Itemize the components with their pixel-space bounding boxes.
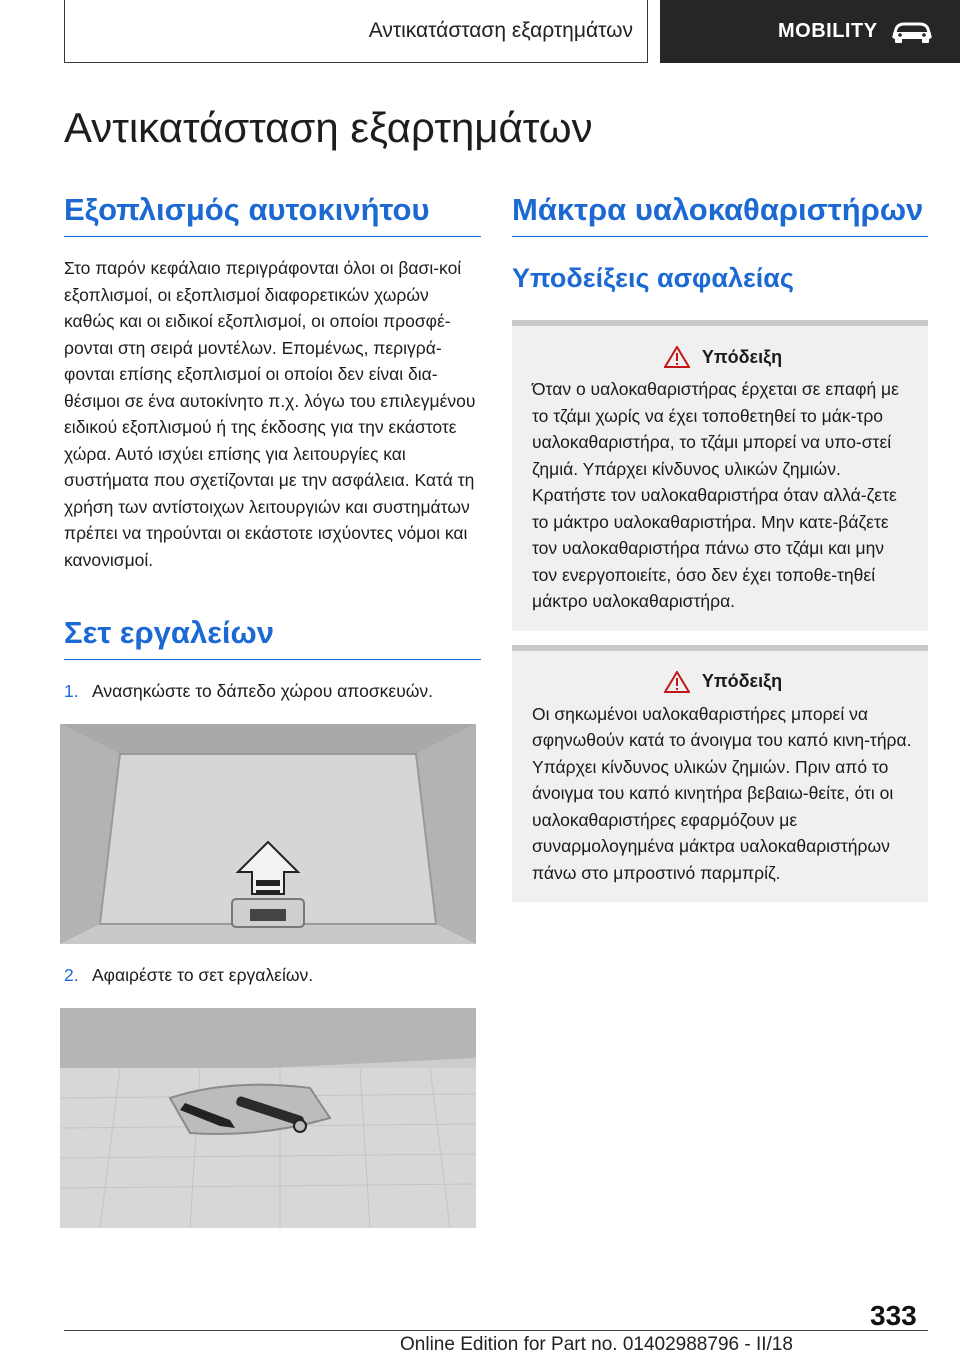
chapter-header bbox=[64, 0, 648, 63]
step-text: Ανασηκώστε το δάπεδο χώρου αποσκευών. bbox=[92, 681, 434, 701]
edition-text: Online Edition for Part no. 01402988796 - II/18 bbox=[400, 1334, 793, 1355]
wipers-heading: Μάκτρα υαλοκαθαριστήρων bbox=[512, 190, 928, 237]
page-number: 333 bbox=[870, 1300, 917, 1331]
step-text: Αφαιρέστε το σετ εργαλείων. bbox=[92, 965, 314, 985]
toolkit-steps bbox=[64, 678, 481, 704]
car-icon bbox=[890, 20, 934, 44]
toolkit-image bbox=[60, 1008, 476, 1228]
left-column bbox=[64, 190, 481, 1228]
step-item bbox=[64, 962, 481, 988]
footer-divider bbox=[64, 1330, 928, 1331]
step-number: 2. bbox=[64, 965, 79, 985]
right-column bbox=[512, 190, 928, 902]
notice-text: Όταν ο υαλοκαθαριστήρας έρχεται σε επαφή με το τζάμι χωρίς να έχει τοποθετηθεί το μάκ‐τρο υαλοκαθαριστήρα, το τζάμι μπορεί να υπο‐στεί ζημιά. Υπάρχει κίνδυνος υλικών ζημιών. Κρατήστε τον υαλοκαθαριστήρα όταν αλλά‐ζετε το μάκτρο υαλοκαθαριστήρα. Μην κατε‐βάζετε τον υαλοκαθαριστήρα πάνω στο τζάμι και μην τον ενεργοποιείτε, όσο δεν έχει τοποθε‐τηθεί μάκτρο υαλοκαθαριστήρα. bbox=[532, 379, 899, 611]
chapter-title: Αντικατάσταση εξαρτημάτων bbox=[368, 19, 633, 42]
toolkit-illustration bbox=[60, 1008, 476, 1228]
page-title: Αντικατάσταση εξαρτημάτων bbox=[64, 104, 593, 151]
notice-box bbox=[512, 320, 928, 631]
notice-box bbox=[512, 645, 928, 903]
trunk-floor-image bbox=[60, 724, 476, 944]
notice-title bbox=[532, 671, 914, 693]
equipment-heading: Εξοπλισμός αυτοκινήτου bbox=[64, 190, 481, 237]
toolkit-heading: Σετ εργαλείων bbox=[64, 613, 481, 660]
trunk-floor-illustration bbox=[60, 724, 476, 944]
notice-title bbox=[532, 346, 914, 368]
warning-triangle-icon bbox=[664, 346, 690, 368]
step-item bbox=[64, 678, 481, 704]
section-header bbox=[660, 0, 960, 63]
safety-subheading: Υποδείξεις ασφαλείας bbox=[512, 263, 794, 293]
equipment-text: Στο παρόν κεφάλαιο περιγράφονται όλοι οι βασι‐κοί εξοπλισμοί, οι εξοπλισμοί διαφορετικών χωρών καθώς και οι ειδικοί εξοπλισμοί, οι οποίοι προσφέ‐ρονται στη σειρά μοντέλων. Επομένως, περιγρά‐φονται επίσης εξοπλισμοί οι οποίοι δεν είναι δια‐θέσιμοι σε ένα αυτοκίνητο π.χ. λόγω του επιλεγμένου ειδικού εξοπλισμού ή της έκδοσης για την εκάστοτε χώρα. Αυτό ισχύει επίσης για λειτουργίες και συστήματα που σχετίζονται με την ασφάλεια. Κατά τη χρήση των αντίστοιχων λειτουργιών και συστημάτων πρέπει να τηρούνται οι εκάστοτε ισχύοντες νόμοι και κανονισμοί. bbox=[64, 258, 476, 570]
notice-title-text: Υπόδειξη bbox=[701, 671, 783, 691]
section-title: MOBILITY bbox=[778, 20, 878, 42]
toolkit-steps-2 bbox=[64, 962, 481, 988]
step-number: 1. bbox=[64, 681, 79, 701]
notice-title-text: Υπόδειξη bbox=[701, 346, 783, 367]
warning-triangle-icon bbox=[664, 671, 690, 693]
notice-text: Οι σηκωμένοι υαλοκαθαριστήρες μπορεί να σφηνωθούν κατά το άνοιγμα του καπό κινη‐τήρα. Υπάρχει κίνδυνος υλικών ζημιών. Πριν από το άνοιγμα του καπό κινητήρα βεβαιω‐θείτε, ότι οι υαλοκαθαριστήρες εφαρμόζουν με συναρμολογημένα μάκτρα υαλοκαθαριστήρων πάνω στο μπροστινό παρμπρίζ. bbox=[532, 703, 912, 883]
